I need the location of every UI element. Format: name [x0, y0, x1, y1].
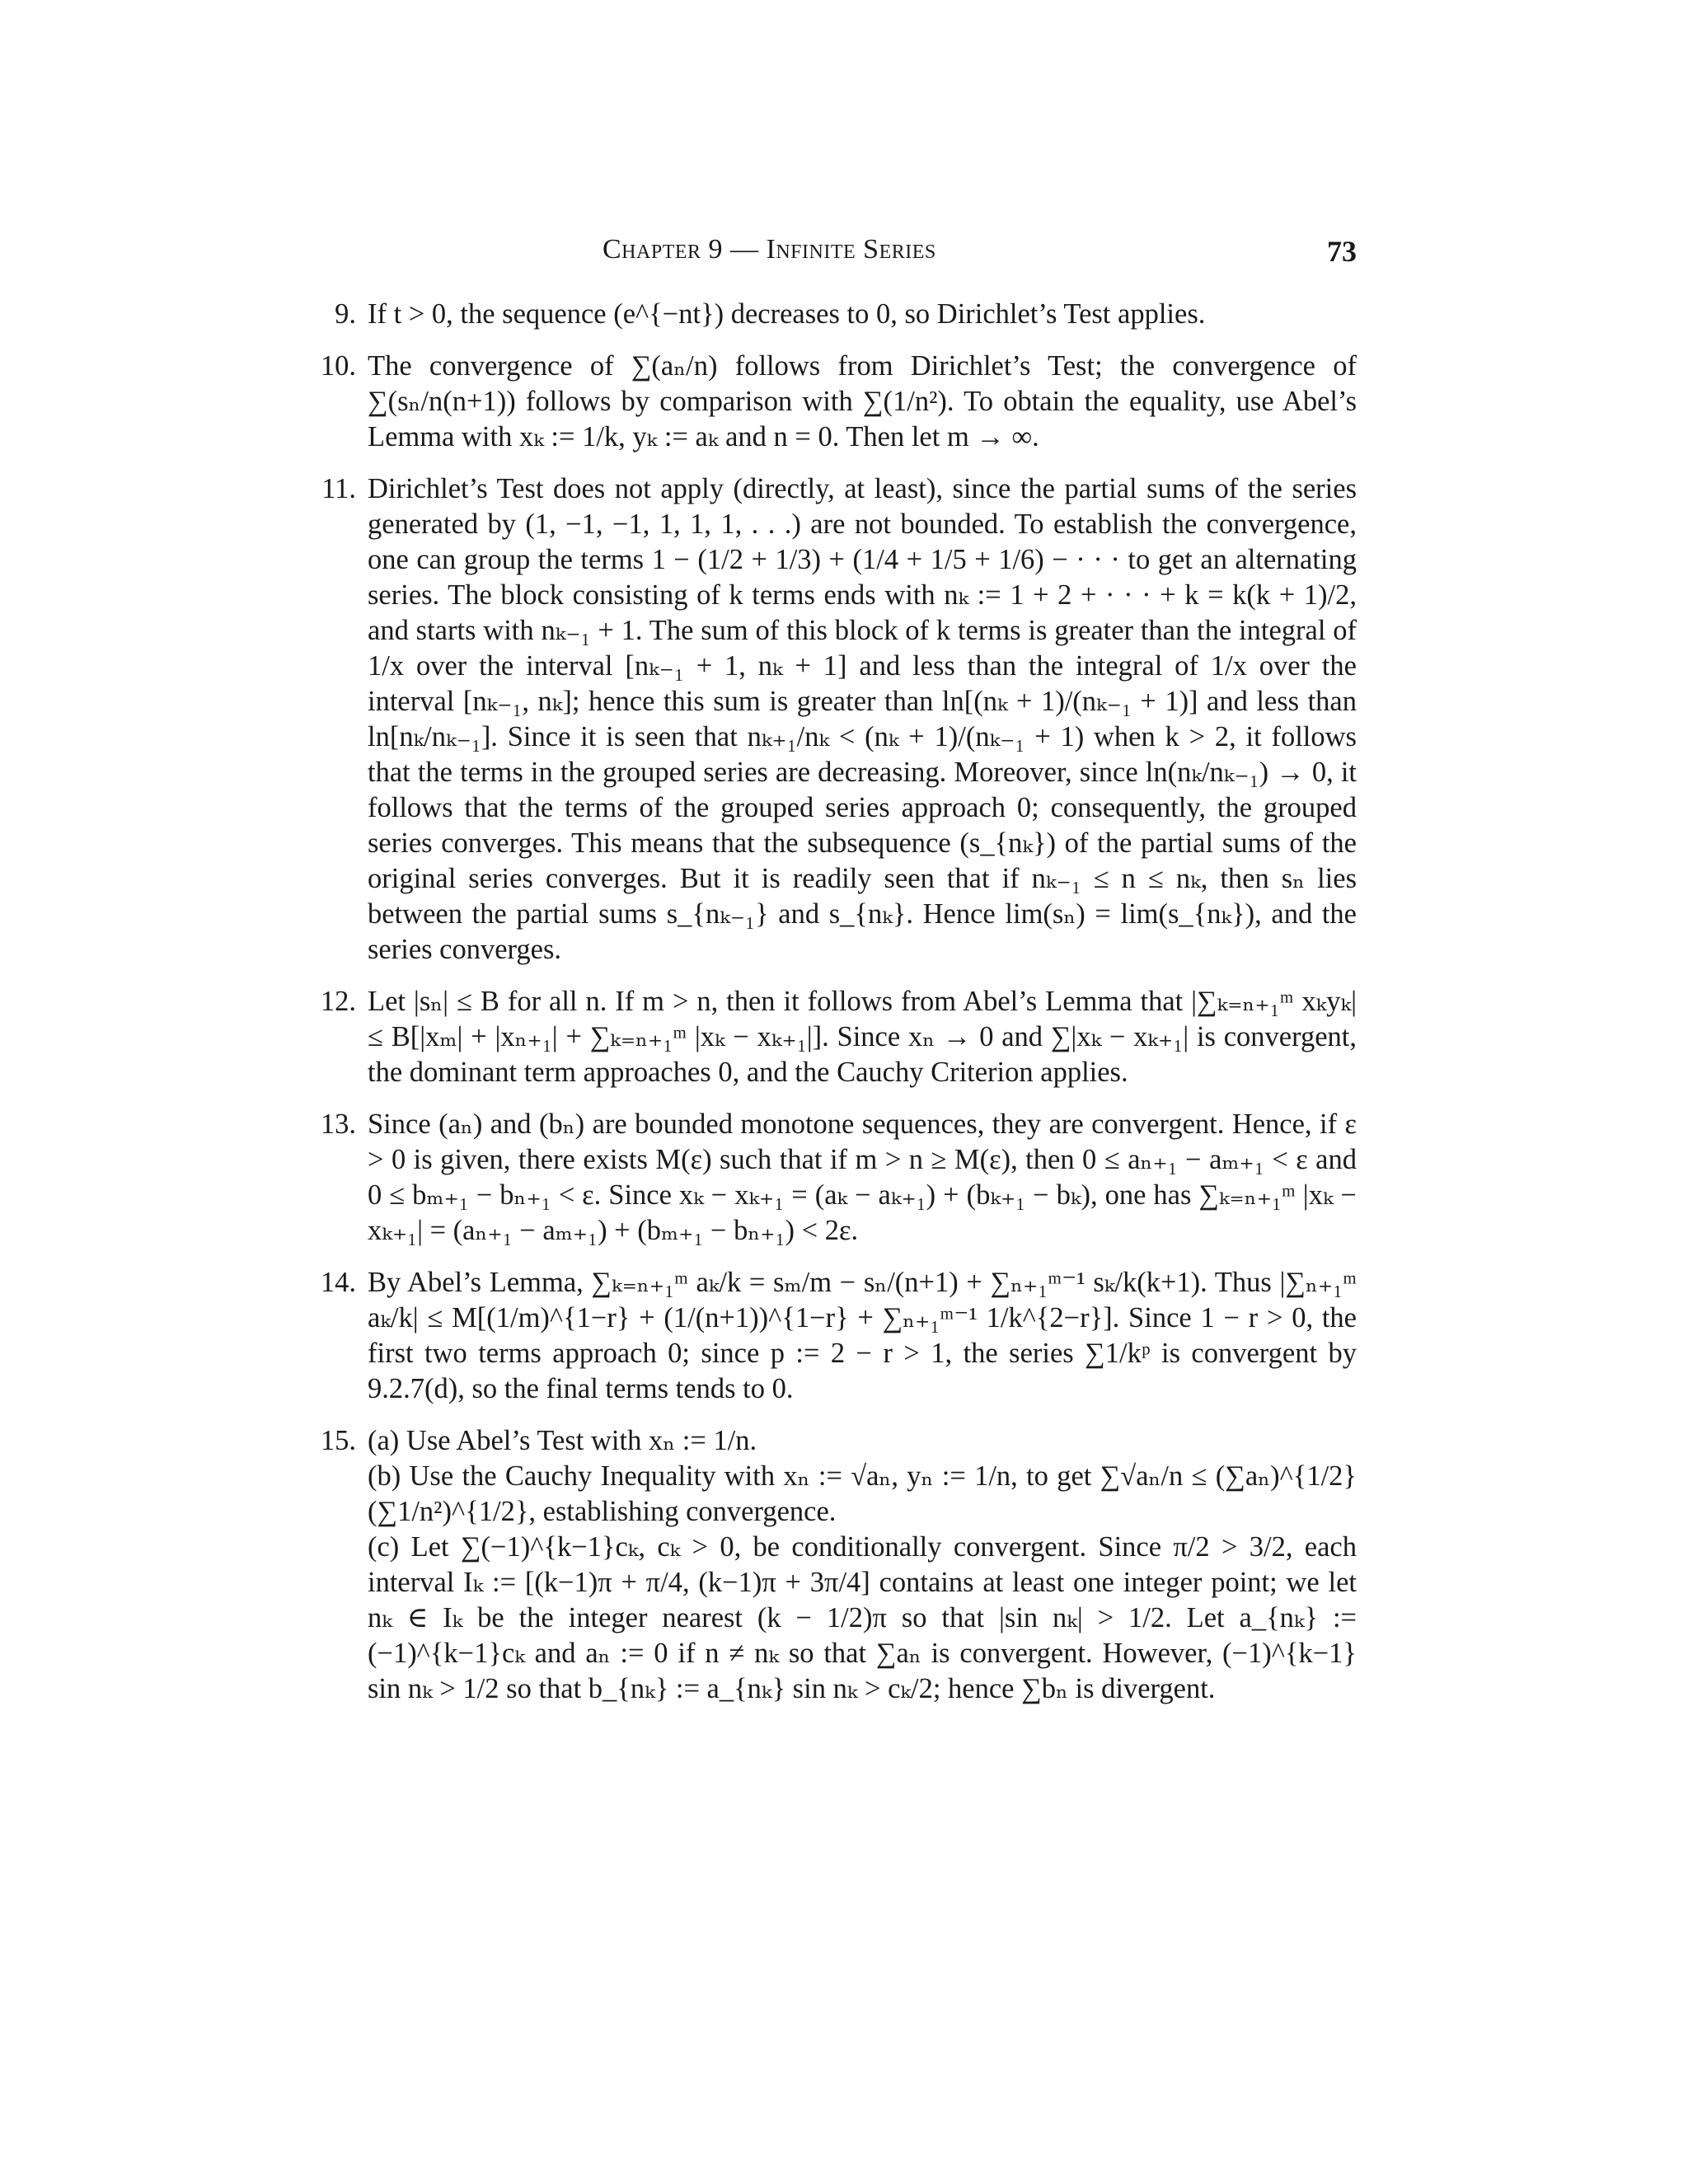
item-text: Dirichlet’s Test does not apply (directly, at least), since the partial sums of the series generated by (1, −1, −1, 1, 1, 1, . . .) are not bounded. To establish the convergence, one can group the terms 1 − (1/2 + 1/3) + (1/4 + 1/5 + 1/6) − · · · to get an alternating series. The block consisting of k terms ends with nₖ := 1 + 2 + · · · + k = k(k + 1)/2, and starts with nₖ₋₁ + 1. The sum of this block of k terms is greater than the integral of 1/x over the interval [nₖ₋₁ + 1, nₖ + 1] and less than the integral of 1/x over the interval [nₖ₋₁, nₖ]; hence this sum is greater than ln[(nₖ + 1)/(nₖ₋₁ + 1)] and less than ln[nₖ/nₖ₋₁]. Since it is seen that nₖ₊₁/nₖ < (nₖ + 1)/(nₖ₋₁ + 1) when k > 2, it follows that the terms in the grouped series are decreasing. Moreover, since ln(nₖ/nₖ₋₁) → 0, it follows that the terms of the grouped series approach 0; consequently, the grouped series converges. This means that the subsequence (s_{nₖ}) of the partial sums of the original series converges. But it is readily seen that if nₖ₋₁ ≤ n ≤ nₖ, then sₙ lies between the partial sums s_{nₖ₋₁} and s_{nₖ}. Hence lim(sₙ) = lim(s_{nₖ}), and the series converges.	[368, 473, 1357, 965]
item-number: 12.	[320, 986, 356, 1017]
item-text: If t > 0, the sequence (e^{−nt}) decreases to 0, so Dirichlet’s Test applies.	[368, 298, 1206, 330]
item-part-b: (b) Use the Cauchy Inequality with xₙ := √aₙ, yₙ := 1/n, to get ∑√aₙ/n ≤ (∑aₙ)^{1/2}(∑1/n²)^{1/2}, establishing convergence.	[368, 1460, 1357, 1527]
item-text: Since (aₙ) and (bₙ) are bounded monotone sequences, they are convergent. Hence, if ε > 0 is given, there exists M(ε) such that if m > n ≥ M(ε), then 0 ≤ aₙ₊₁ − aₘ₊₁ < ε and 0 ≤ bₘ₊₁ − bₙ₊₁ < ε. Since xₖ − xₖ₊₁ = (aₖ − aₖ₊₁) + (bₖ₊₁ − bₖ), one has ∑ₖ₌ₙ₊₁ᵐ |xₖ − xₖ₊₁| = (aₙ₊₁ − aₘ₊₁) + (bₘ₊₁ − bₙ₊₁) < 2ε.	[368, 1108, 1357, 1246]
solution-item-11	[313, 471, 1357, 968]
solution-item-14	[313, 1265, 1357, 1407]
item-text: Let |sₙ| ≤ B for all n. If m > n, then it follows from Abel’s Lemma that |∑ₖ₌ₙ₊₁ᵐ xₖyₖ| ≤ B[|xₘ| + |xₙ₊₁| + ∑ₖ₌ₙ₊₁ᵐ |xₖ − xₖ₊₁|]. Since xₙ → 0 and ∑|xₖ − xₖ₊₁| is convergent, the dominant term approaches 0, and the Cauchy Criterion applies.	[368, 986, 1357, 1088]
item-body	[368, 1265, 1357, 1407]
solution-item-10	[313, 349, 1357, 455]
running-head	[603, 234, 936, 265]
header-dash: —	[723, 234, 767, 265]
item-number: 11.	[321, 473, 356, 504]
item-body	[368, 471, 1357, 968]
item-body	[368, 1107, 1357, 1249]
chapter-label: Chapter 9	[603, 234, 724, 265]
chapter-topic: Infinite Series	[766, 234, 936, 265]
solutions-list	[313, 297, 1357, 1723]
item-part-c: (c) Let ∑(−1)^{k−1}cₖ, cₖ > 0, be conditionally convergent. Since π/2 > 3/2, each interval Iₖ := [(k−1)π + π/4, (k−1)π + 3π/4] contains at least one integer point; we let nₖ ∈ Iₖ be the integer nearest (k − 1/2)π so that |sin nₖ| > 1/2. Let a_{nₖ} := (−1)^{k−1}cₖ and aₙ := 0 if n ≠ nₖ so that ∑aₙ is convergent. However, (−1)^{k−1} sin nₖ > 1/2 so that b_{nₖ} := a_{nₖ} sin nₖ > cₖ/2; hence ∑bₙ is divergent.	[368, 1531, 1357, 1704]
item-body	[368, 349, 1357, 455]
item-number: 15.	[320, 1425, 356, 1456]
item-number: 10.	[320, 350, 356, 382]
item-text: By Abel’s Lemma, ∑ₖ₌ₙ₊₁ᵐ aₖ/k = sₘ/m − sₙ/(n+1) + ∑ₙ₊₁ᵐ⁻¹ sₖ/k(k+1). Thus |∑ₙ₊₁ᵐ aₖ/k| ≤ M[(1/m)^{1−r} + (1/(n+1))^{1−r} + ∑ₙ₊₁ᵐ⁻¹ 1/k^{2−r}]. Since 1 − r > 0, the first two terms approach 0; since p := 2 − r > 1, the series ∑1/kᵖ is convergent by 9.2.7(d), so the final terms tends to 0.	[368, 1267, 1357, 1404]
solution-item-13	[313, 1107, 1357, 1249]
solution-item-15	[313, 1423, 1357, 1707]
page-header	[368, 234, 1357, 280]
item-body	[368, 1423, 1357, 1707]
solution-item-12	[313, 984, 1357, 1090]
item-number: 13.	[320, 1108, 356, 1140]
item-text: The convergence of ∑(aₙ/n) follows from Dirichlet’s Test; the convergence of ∑(sₙ/n(n+1)) follows by comparison with ∑(1/n²). To obtain the equality, use Abel’s Lemma with xₖ := 1/k, yₖ := aₖ and n = 0. Then let m → ∞.	[368, 350, 1357, 452]
item-part-a: (a) Use Abel’s Test with xₙ := 1/n.	[368, 1425, 757, 1456]
item-number: 14.	[320, 1267, 356, 1298]
page-number: 73	[1327, 235, 1357, 268]
item-body	[368, 984, 1357, 1090]
solution-item-9	[313, 297, 1357, 332]
item-number: 9.	[335, 298, 356, 330]
item-body	[368, 297, 1357, 332]
